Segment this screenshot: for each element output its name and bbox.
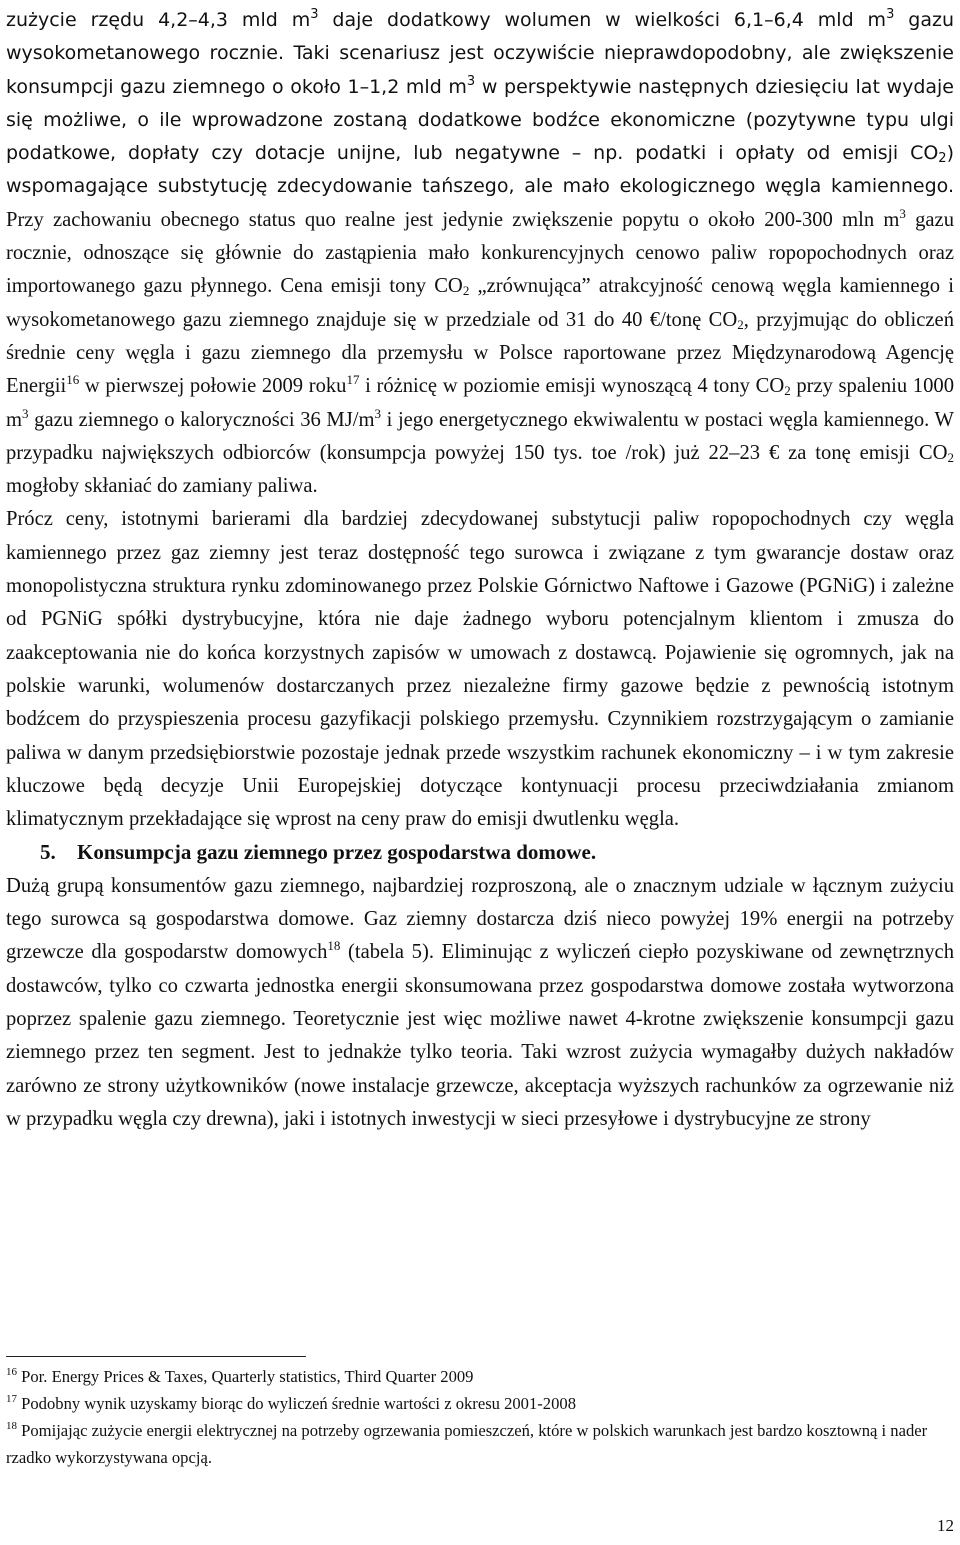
paragraph-co2-emissions <box>6 4 954 503</box>
document-body <box>6 4 954 1136</box>
text-run: zużycie rzędu 4,2–4,3 mld $m^3$ daje dodatkowy wolumen w wielkości 6,1–6,4 mld $m^3$ gazu wysokometanowego rocznie. Taki scenariusz jest oczywiście nieprawdopodobny, ale zwiększenie konsumpcji gazu ziemnego o około 1–1,2 mld $m^3$ w perspektywie następnych dziesięciu lat wydaje się możliwe, o ile wprowadzone zostaną dodatkowe bodźce ekonomiczne (pozytywne typu ulgi podatkowe, dopłaty czy dotacje unijne, lub negatywne – np. podatki i opłaty od emisji $CO_2$) wspomagające substytucję zdecydowanie tańszego, ale mało ekologicznego węgla kamiennego. <box>6 7 954 198</box>
footnote-18: $^{18}$ Pomijając zużycie energii elektrycznej na potrzeby ogrzewania pomieszczeń, które w polskich warunkach jest bardzo kosztowną i nader rzadko wykorzystywana opcją. <box>6 1420 928 1467</box>
paragraph-barriers: Prócz ceny, istotnymi barierami dla bardziej zdecydowanej substytucji paliw ropopochodnych czy węgla kamiennego przez gaz ziemny jest teraz dostępność tego surowca i związane z tym gwarancje dostaw oraz monopolistyczna struktura rynku zdominowanego przez Polskie Górnictwo Naftowe i Gazowe (PGNiG) i zależne od PGNiG spółki dystrybucyjne, która nie daje żadnego wyboru potencjalnym klientom i zmusza do zaakceptowania nie do końca korzystnych zapisów w umowach z dostawcą. Pojawienie się ogromnych, jak na polskie warunki, wolumenów dostarczanych przez niezależne firmy gazowe będzie z pewnością istotnym bodźcem do przyspieszenia procesu gazyfikacji polskiego przemysłu. Czynnikiem rozstrzygającym o zamianie paliwa w danym przedsiębiorstwie pozostaje jednak przede wszystkim rachunek ekonomiczny – i w tym zakresie kluczowe będą decyzje Unii Europejskiej dotyczące kontynuacji procesu przeciwdziałania zmianom klimatycznym przekładające się wprost na ceny praw do emisji dwutlenku węgla. <box>6 508 954 831</box>
footnote-17: $^{17}$ Podobny wynik uzyskamy biorąc do wyliczeń średnie wartości z okresu 2001-2008 <box>6 1393 576 1413</box>
page-number: 12 <box>937 1516 954 1535</box>
footnotes <box>6 1363 954 1471</box>
footnote-ref-17[interactable]: 17 <box>346 372 360 388</box>
section-number: 5. <box>40 840 56 865</box>
footnote-ref-18[interactable]: 18 <box>327 938 341 954</box>
section-title: Konsumpcja gazu ziemnego przez gospodarstwa domowe. <box>77 840 597 865</box>
section-heading <box>6 836 954 869</box>
footnote-ref-16[interactable]: 16 <box>66 372 80 388</box>
footnote-16: $^{16}$ Por. Energy Prices & Taxes, Quarterly statistics, Third Quarter 2009 <box>6 1366 474 1386</box>
text-run: Przy zachowaniu obecnego status quo realne jest jedynie zwiększenie popytu o około 200-300 mln $m^3$ gazu rocznie, odnoszące się głównie do zastąpienia mało konkurencyjnych cenowo paliw ropopochodnych oraz importowanego gazu płynnego. Cena emisji tony $CO_2$ „zrównująca” atrakcyjność cenową węgla kamiennego i wysokometanowego gazu ziemnego znajduje się w przedziale od 31 do 40 €/tonę $CO_2$, przyjmując do obliczeń średnie ceny węgla i gazu ziemnego dla przemysłu w Polsce raportowane przez Międzynarodową Agencję Energii$^{16}$ w pierwszej połowie 2009 roku$^{17}$ i różnicę w poziomie emisji wynoszącą 4 tony $CO_2$ przy spaleniu 1000 $m^3$ gazu ziemnego o kaloryczności 36 $MJ/m^3$ i jego energetycznego ekwiwalentu w postaci węgla kamiennego. W przypadku największych odbiorców (konsumpcja powyżej 150 tys. toe /rok) już 22–23 € za tonę emisji $CO_2$ mogłoby skłaniać do zamiany paliwa. <box>6 205 954 498</box>
paragraph-households: Dużą grupą konsumentów gazu ziemnego, najbardziej rozproszoną, ale o znacznym udziale w łącznym zużyciu tego surowca są gospodarstwa domowe. Gaz ziemny dostarcza dziś nieco powyżej 19% energii na potrzeby grzewcze dla gospodarstw domowych$^{18}$ (tabela 5). Eliminując z wyliczeń ciepło pozyskiwane od zewnętrznych dostawców, tylko co czwarta jednostka energii skonsumowana przez gospodarstwa domowe została wytworzona poprzez spalenie gazu ziemnego. Teoretycznie jest więc możliwe nawet 4-krotne zwiększenie konsumpcji gazu ziemnego przez ten segment. Jest to jednakże tylko teoria. Taki wzrost zużycia wymagałby dużych nakładów zarówno ze strony użytkowników (nowe instalacje grzewcze, akceptacja wyższych rachunków za ogrzewanie niż w przypadku węgla czy drewna), jaki i istotnych inwestycji w sieci przesyłowe i dystrybucyjne ze strony <box>6 874 954 1130</box>
footnote-separator <box>6 1356 306 1357</box>
